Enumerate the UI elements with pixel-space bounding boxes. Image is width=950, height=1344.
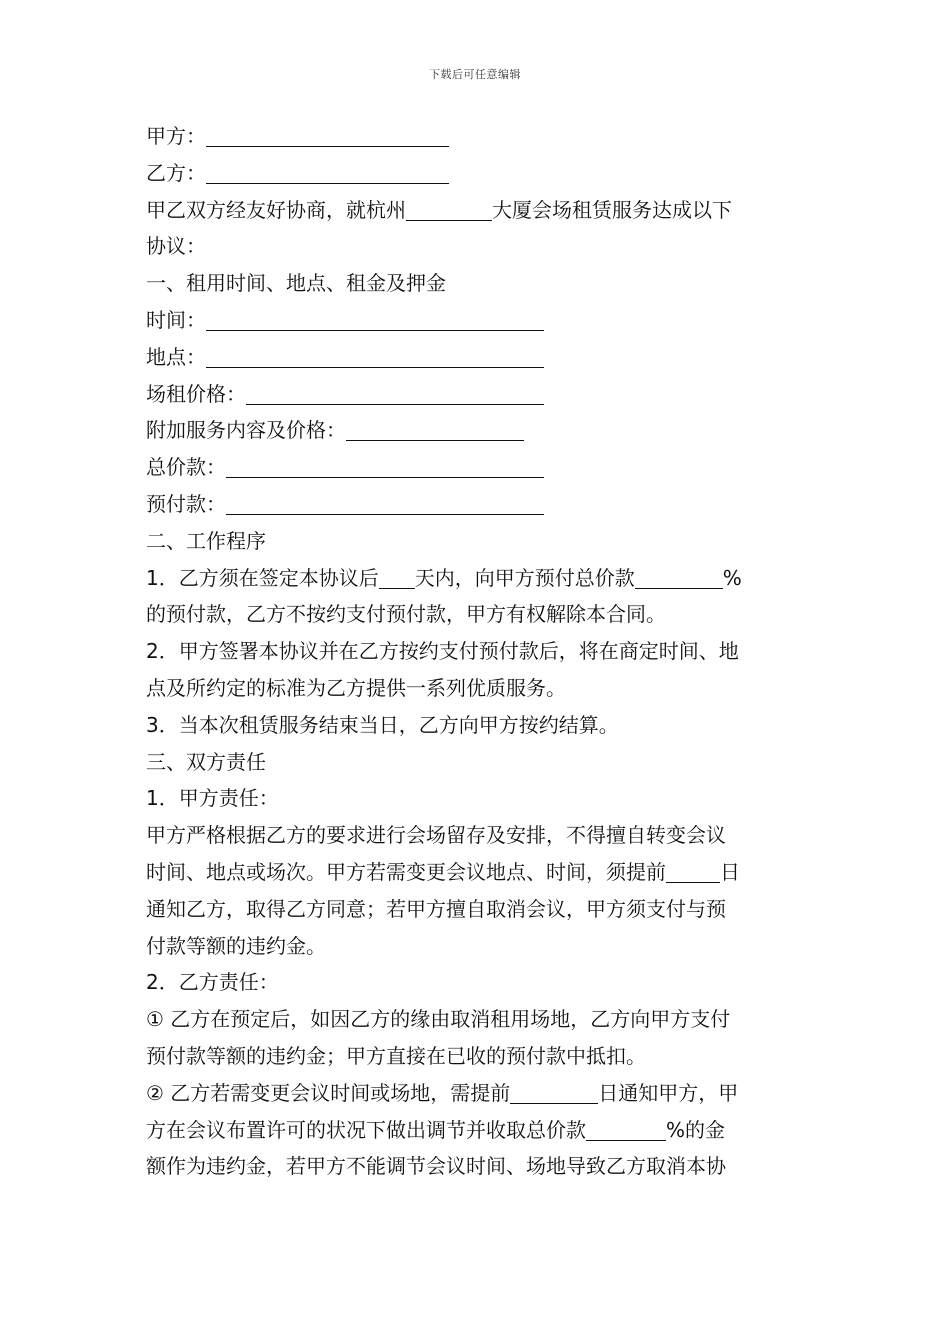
item1-part-c: % [722,565,742,590]
field-extra-service [146,412,810,449]
days-blank [379,566,415,589]
section2-title: 二、工作程序 [146,528,266,553]
header-note: 下载后可任意编辑 [429,68,521,81]
item1-part-b: 天内，向甲方预付总价款 [414,565,635,590]
section2-item1-line2: 的预付款，乙方不按约支付预付款，甲方有权解除本合同。 [146,602,666,627]
party-b-duty-2-line2-a: 方在会议布置许可的状况下做出调节并收取总价款 [146,1117,586,1142]
item1-part-a: 1．乙方须在签定本协议后 [146,565,379,590]
section2-item2-line1: 2．甲方签署本协议并在乙方按约支付预付款后，将在商定时间、地 [146,639,739,664]
percent-blank [635,566,723,589]
party-b-line [146,155,810,192]
party-a-duty-line2-b: 日 [720,859,740,884]
field-rent-price [146,376,810,413]
party-b-duty-1-line2: 预付款等额的违约金；甲方直接在已收的预付款中抵扣。 [146,1043,646,1068]
party-a-label: 甲方： [146,124,206,148]
intro-line-1 [146,192,810,229]
field-time-blank [206,308,544,331]
field-prepayment-label: 预付款： [146,491,226,516]
party-b-duty-2-line3: 额作为违约金，若甲方不能调节会议时间、场地导致乙方取消本协 [146,1154,726,1179]
field-prepayment-blank [226,492,544,515]
notice-days-blank [666,860,720,883]
field-extra-service-label: 附加服务内容及价格： [146,418,346,443]
change-notice-blank [510,1081,598,1104]
party-b-duty-1-line1: ① 乙方在预定后，如因乙方的缘由取消租用场地，乙方向甲方支付 [146,1007,731,1032]
party-b-blank [206,161,449,184]
party-a-duty-line3: 通知乙方，取得乙方同意；若甲方擅自取消会议，甲方须支付与预 [146,896,726,921]
field-time-label: 时间： [146,307,206,332]
field-place [146,339,810,376]
section2-item2-line2: 点及所约定的标准为乙方提供一系列优质服务。 [146,675,566,700]
party-a-duty-title: 1．甲方责任： [146,786,279,811]
party-b-duty-2-line1-b: 日通知甲方，甲 [598,1080,739,1105]
section3-title: 三、双方责任 [146,749,266,774]
party-a-blank [206,124,449,147]
party-b-duty-2-line2 [146,1112,810,1149]
section2-item1-line1 [146,560,810,597]
party-a-line [146,118,810,155]
party-a-duty-line2-a: 时间、地点或场次。甲方若需变更会议地点、时间，须提前 [146,859,666,884]
field-extra-service-blank [346,418,524,441]
party-a-duty-line2 [146,854,810,891]
intro-part1: 甲乙双方经友好协商，就杭州 [146,197,406,222]
field-time [146,302,810,339]
party-b-label: 乙方： [146,160,206,185]
field-place-label: 地点： [146,344,206,369]
party-b-duty-title: 2．乙方责任： [146,970,279,995]
party-b-duty-2-line1 [146,1075,810,1112]
field-rent-price-blank [246,382,544,405]
field-total-label: 总价款： [146,455,226,480]
field-total-blank [226,455,544,478]
party-a-duty-line1: 甲方严格根据乙方的要求进行会场留存及安排，不得擅自转变会议 [146,823,726,848]
city-blank [406,198,492,221]
section2-item3: 3．当本次租赁服务结束当日，乙方向甲方按约结算。 [146,712,619,737]
field-place-blank [206,345,544,368]
contract-body [146,118,810,1185]
party-a-duty-line4: 付款等额的违约金。 [146,933,326,958]
field-prepayment [146,486,810,523]
field-rent-price-label: 场租价格： [146,381,246,406]
intro-part2: 大厦会场租赁服务达成以下 [492,197,732,222]
intro-line-2: 协议： [146,234,206,259]
field-total [146,449,810,486]
section1-title: 一、租用时间、地点、租金及押金 [146,271,446,296]
party-b-duty-2-line2-b: %的金 [666,1117,726,1142]
party-b-duty-2-line1-a: ② 乙方若需变更会议时间或场地，需提前 [146,1080,511,1105]
penalty-percent-blank [586,1118,666,1141]
